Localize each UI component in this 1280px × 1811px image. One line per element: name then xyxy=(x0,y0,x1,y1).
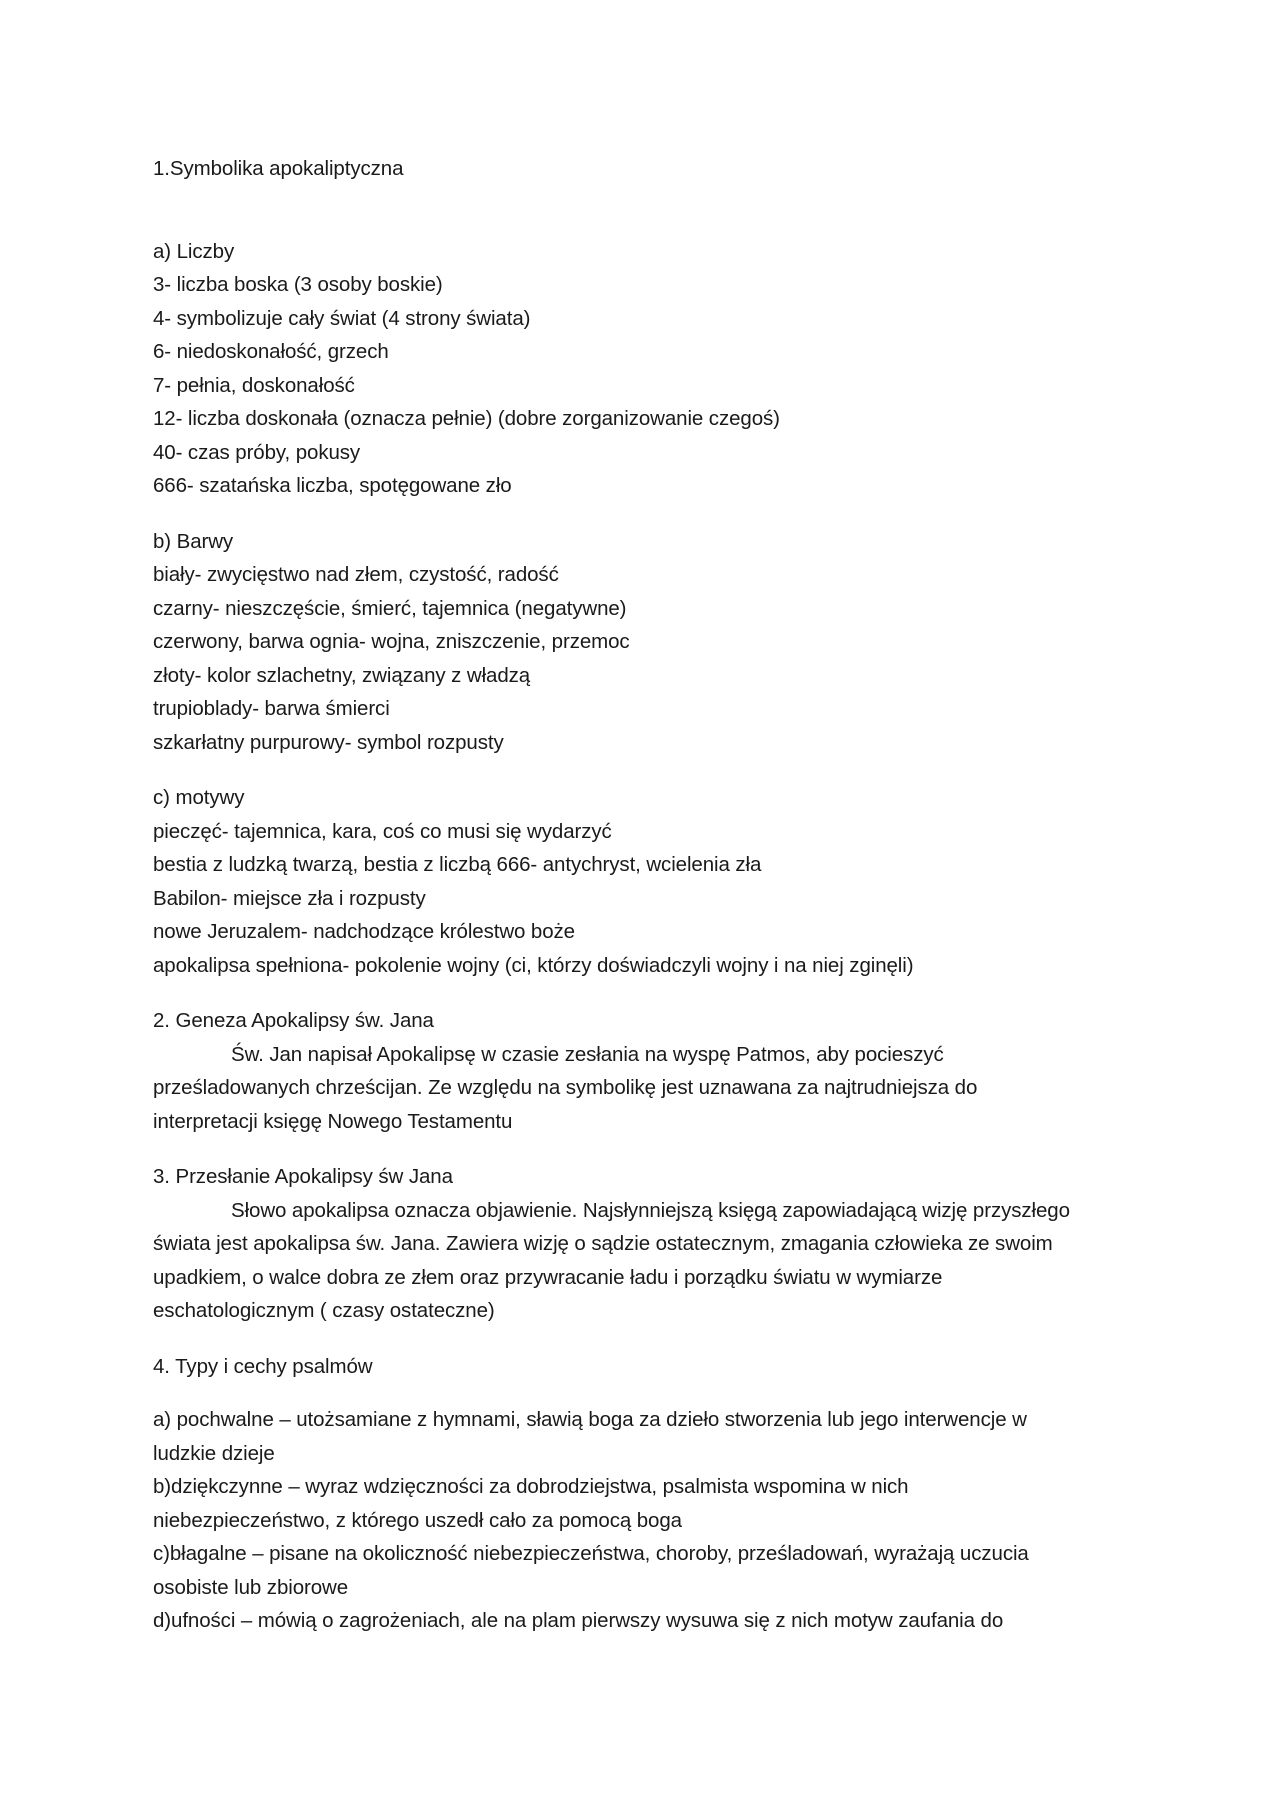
paragraph-line: Św. Jan napisał Apokalipsę w czasie zesłania na wyspę Patmos, aby pocieszyć xyxy=(231,1042,944,1066)
section-liczby xyxy=(153,235,1133,503)
section-przeslanie xyxy=(153,1160,1133,1328)
paragraph-line: c)błagalne – pisane na okoliczność niebezpieczeństwa, choroby, prześladowań, wyrażają uczucia xyxy=(153,1542,1029,1565)
list-item: szkarłatny purpurowy- symbol rozpusty xyxy=(153,730,504,754)
list-item: apokalipsa spełniona- pokolenie wojny (ci, którzy doświadczyli wojny i na niej zginęli) xyxy=(153,953,914,977)
list-item: bestia z ludzką twarzą, bestia z liczbą 666- antychryst, wcielenia zła xyxy=(153,853,762,876)
section-heading: c) motywy xyxy=(153,786,245,809)
spacer xyxy=(153,982,1133,1004)
section-heading: 2. Geneza Apokalipsy św. Jana xyxy=(153,1009,434,1032)
document-title: 1.Symbolika apokaliptyczna xyxy=(153,157,404,180)
paragraph-line: ludzkie dzieje xyxy=(153,1441,275,1465)
paragraph-line: świata jest apokalipsa św. Jana. Zawiera wizję o sądzie ostatecznym, zmagania człowieka ze swoim xyxy=(153,1232,1053,1255)
spacer xyxy=(153,503,1133,525)
spacer xyxy=(153,1383,1133,1403)
paragraph-line: prześladowanych chrześcijan. Ze względu na symbolikę jest uznawana za najtrudniejsza do xyxy=(153,1076,978,1099)
paragraph-line: Słowo apokalipsa oznacza objawienie. Najsłynniejszą księgą zapowiadającą wizję przyszłego xyxy=(231,1198,1070,1222)
list-item: 12- liczba doskonała (oznacza pełnie) (dobre zorganizowanie czegoś) xyxy=(153,407,780,430)
paragraph-line: eschatologicznym ( czasy ostateczne) xyxy=(153,1299,495,1322)
list-item: 7- pełnia, doskonałość xyxy=(153,373,355,397)
paragraph-line: d)ufności – mówią o zagrożeniach, ale na plam pierwszy wysuwa się z nich motyw zaufania do xyxy=(153,1609,1004,1632)
list-item: pieczęć- tajemnica, kara, coś co musi się wydarzyć xyxy=(153,819,612,843)
paragraph-line: a) pochwalne – utożsamiane z hymnami, sławią boga za dzieło stworzenia lub jego interwencje w xyxy=(153,1408,1027,1431)
list-item: 3- liczba boska (3 osoby boskie) xyxy=(153,273,443,296)
section-barwy xyxy=(153,525,1133,760)
spacer xyxy=(153,186,1133,235)
section-heading: b) Barwy xyxy=(153,529,234,553)
paragraph-line: b)dziękczynne – wyraz wdzięczności za dobrodziejstwa, psalmista wspomina w nich xyxy=(153,1475,909,1498)
list-item: czarny- nieszczęście, śmierć, tajemnica (negatywne) xyxy=(153,596,627,620)
section-motywy xyxy=(153,781,1133,982)
paragraph-line: upadkiem, o walce dobra ze złem oraz przywracanie ładu i porządku światu w wymiarze xyxy=(153,1265,943,1289)
list-item: nowe Jeruzalem- nadchodzące królestwo boże xyxy=(153,920,575,943)
section-psalmy xyxy=(153,1350,1133,1638)
list-item: trupioblady- barwa śmierci xyxy=(153,697,390,720)
section-geneza xyxy=(153,1004,1133,1138)
list-item: 6- niedoskonałość, grzech xyxy=(153,340,389,363)
list-item: 40- czas próby, pokusy xyxy=(153,440,361,464)
list-item: Babilon- miejsce zła i rozpusty xyxy=(153,886,426,910)
section-heading: a) Liczby xyxy=(153,239,235,263)
paragraph-line: osobiste lub zbiorowe xyxy=(153,1575,349,1599)
spacer xyxy=(153,1138,1133,1160)
section-heading: 3. Przesłanie Apokalipsy św Jana xyxy=(153,1165,453,1188)
list-item: złoty- kolor szlachetny, związany z władzą xyxy=(153,663,531,687)
document-body xyxy=(153,152,1133,1638)
spacer xyxy=(153,759,1133,781)
section-heading: 4. Typy i cechy psalmów xyxy=(153,1354,373,1378)
list-item: 4- symbolizuje cały świat (4 strony świata) xyxy=(153,306,531,330)
list-item: 666- szatańska liczba, spotęgowane zło xyxy=(153,474,512,497)
spacer xyxy=(153,1328,1133,1350)
list-item: czerwony, barwa ognia- wojna, zniszczenie, przemoc xyxy=(153,630,630,653)
paragraph-line: niebezpieczeństwo, z którego uszedł cało za pomocą boga xyxy=(153,1508,682,1532)
list-item: biały- zwycięstwo nad złem, czystość, radość xyxy=(153,563,559,586)
paragraph-line: interpretacji księgę Nowego Testamentu xyxy=(153,1109,513,1133)
